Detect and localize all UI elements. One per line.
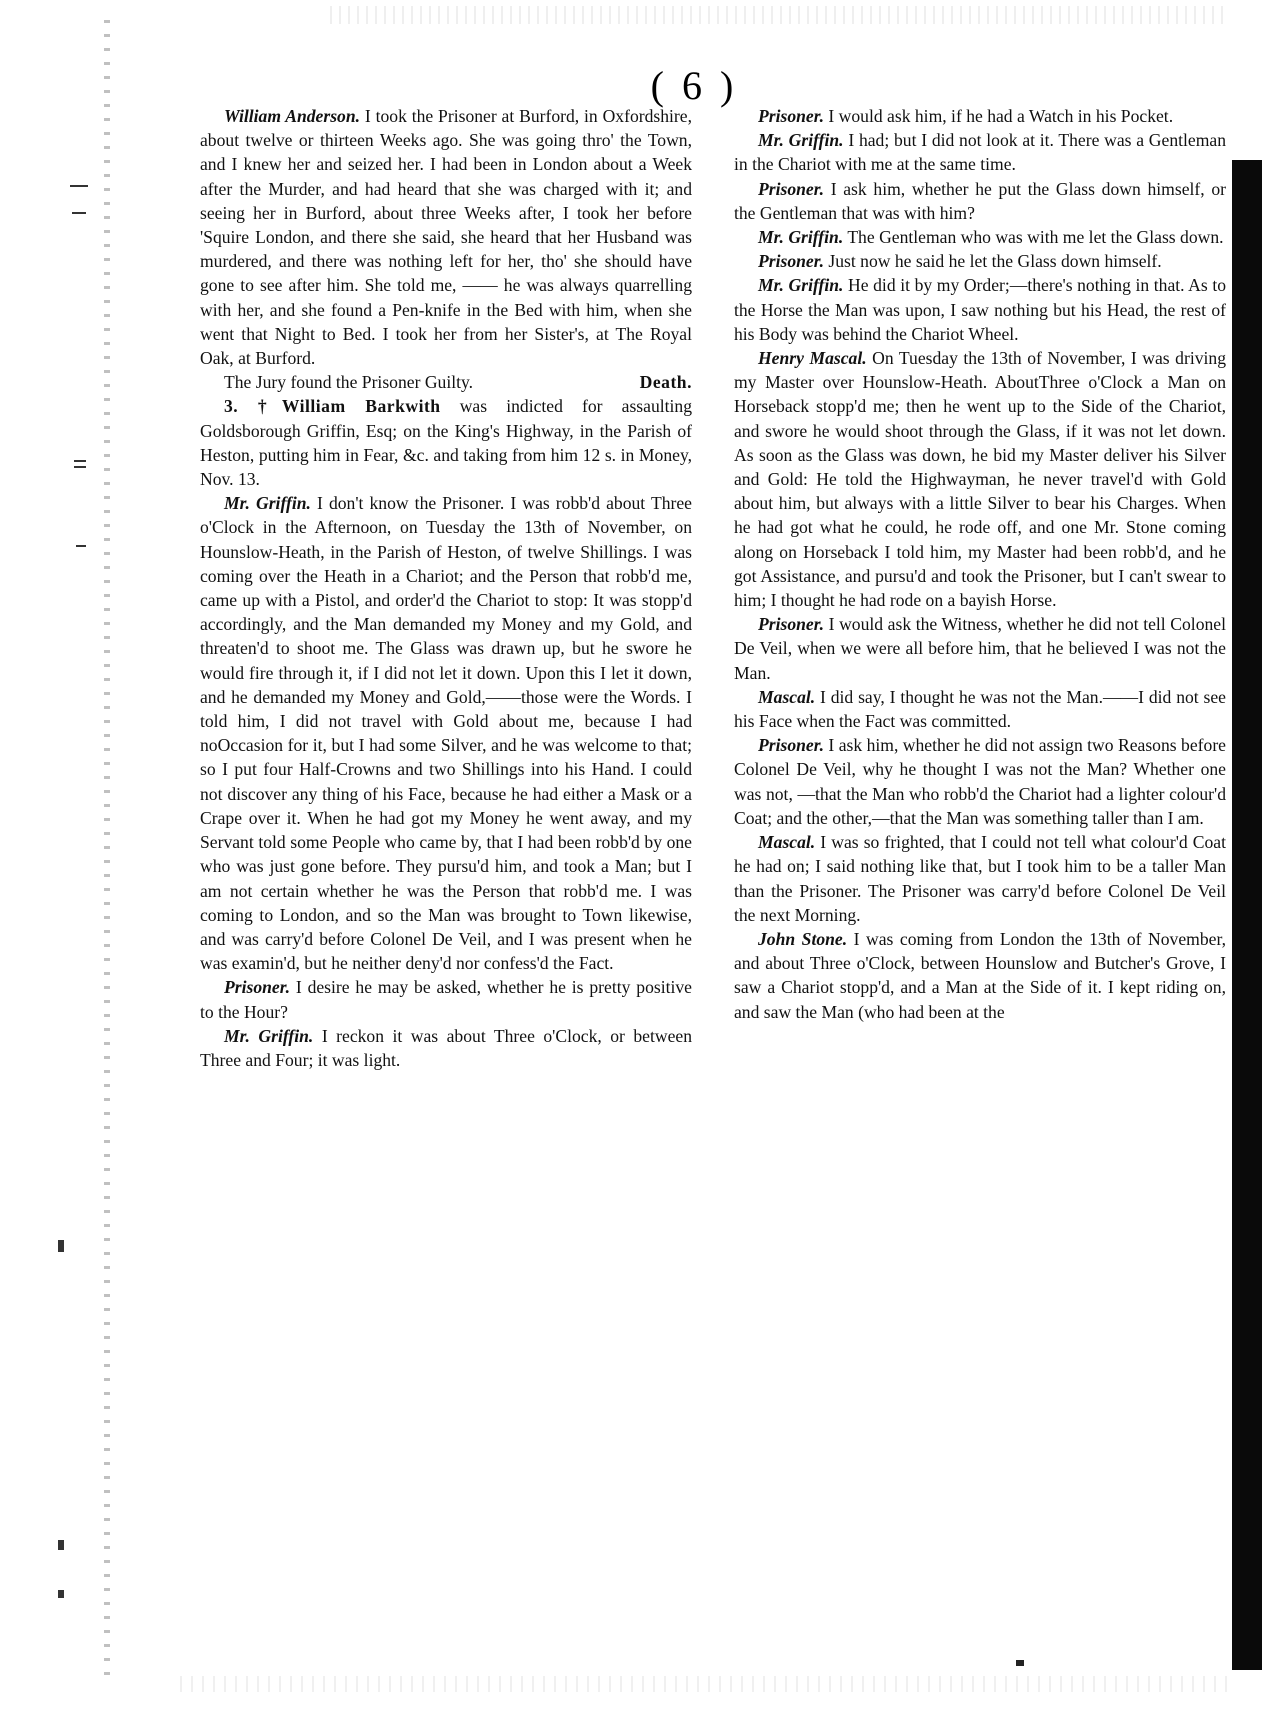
speaker-name: John Stone. bbox=[758, 928, 848, 949]
speaker-name: Prisoner. bbox=[758, 251, 824, 272]
paragraph bbox=[734, 225, 1226, 249]
paragraph-text: He did it by my Order;—there's nothing in that. As to the Horse the Man was upon, I saw nothing but his Head, the rest of his Body was behind the Chariot Wheel. bbox=[734, 275, 1226, 344]
paragraph bbox=[734, 927, 1226, 1024]
gutter-tick bbox=[72, 212, 86, 214]
paragraph-text: The Gentleman who was with me let the Glass down. bbox=[843, 227, 1224, 248]
gutter-strip bbox=[104, 20, 110, 1680]
scan-noise-top bbox=[330, 6, 1230, 24]
gutter-tick bbox=[74, 466, 86, 468]
paragraph bbox=[200, 394, 692, 491]
paragraph bbox=[734, 128, 1226, 176]
page-number: ( 6 ) bbox=[650, 63, 738, 108]
speaker-name: Prisoner. bbox=[758, 178, 824, 199]
paragraph-text: I don't know the Prisoner. I was robb'd about Three o'Clock in the Afternoon, on Tuesday the 13th of November, on Hounslow-Heath, in the Parish of Heston, of twelve Shillings. I was coming over the Heath in a Chariot; and the Person that robb'd me, came up with a Pistol, and order'd the Chariot to stop: It was stopp'd accordingly, and the Man demanded my Money and my Gold, and threaten'd to shoot me. The Glass was drawn up, but he swore he would fire through it, if I did not let it down. Upon this I let it down, and he demanded my Money and Gold,——those were the Words. I told him, I did not travel with Gold about me, because I had noOccasion for it, but I had some Silver, and he was welcome to that; so I put four Half-Crowns and two Shillings into his Hand. I could not discover any thing of his Face, because he had either a Mask or a Crape over it. When he had got my Money he went away, and my Servant told some People who came by, that I had been robb'd by one who was just gone before. They pursu'd him, and took a Man; but I am not certain whether he was the Person that robb'd me. I was coming to London, and so the Man was brought to Town likewise, and was carry'd before Colonel De Veil, and I was present when he was examin'd, but he neither deny'd nor confess'd the Fact. bbox=[200, 493, 692, 974]
paragraph bbox=[200, 975, 692, 1023]
verdict: Death. bbox=[639, 372, 692, 393]
paragraph bbox=[200, 104, 692, 370]
paragraph-text: I ask him, whether he put the Glass down himself, or the Gentleman that was with him? bbox=[734, 178, 1226, 223]
speaker-name: Mr. Griffin. bbox=[224, 493, 311, 514]
speaker-name: Mr. Griffin. bbox=[758, 227, 844, 248]
gutter-tick bbox=[58, 1590, 64, 1598]
paragraph bbox=[200, 491, 692, 975]
left-column bbox=[200, 104, 692, 1072]
paragraph-text: The Jury found the Prisoner Guilty. bbox=[224, 372, 474, 393]
paragraph bbox=[734, 177, 1226, 225]
paragraph bbox=[734, 685, 1226, 733]
gutter-tick bbox=[58, 1540, 64, 1550]
speaker-name: Mr. Griffin. bbox=[224, 1025, 314, 1046]
paragraph-text: I would ask him, if he had a Watch in his Pocket. bbox=[824, 106, 1174, 126]
verdict-paragraph bbox=[200, 370, 692, 394]
speaker-name: Mr. Griffin. bbox=[758, 275, 844, 296]
paragraph bbox=[734, 733, 1226, 830]
right-column bbox=[734, 104, 1226, 1024]
scan-edge-bar bbox=[1232, 160, 1262, 1670]
paragraph-text: I was so frighted, that I could not tell what colour'd Coat he had on; I said nothing like that, but I took him to be a taller Man than the Prisoner. The Prisoner was carry'd before Colonel De Veil the next Morning. bbox=[734, 832, 1226, 925]
paragraph bbox=[734, 346, 1226, 612]
speaker-name: Prisoner. bbox=[758, 735, 824, 756]
paragraph bbox=[734, 612, 1226, 685]
paragraph-text: On Tuesday the 13th of November, I was driving my Master over Hounslow-Heath. AboutThree o'Clock a Man on Horseback stopp'd me; then he went up to the Side of the Chariot, and swore he would shoot through the Glass, if it was not let down. As soon as the Glass was down, he bid my Master deliver his Silver and Gold: He told the Highwayman, he never travel'd with Gold about him, but always with a little Silver to bear his Charges. When he had got what he could, he rode off, and one Mr. Stone coming along on Horseback I told him, my Master had been robb'd, and he got Assistance, and pursu'd and took the Prisoner, but I can't swear to him; I thought he had rode on a bayish Horse. bbox=[734, 348, 1227, 611]
binding-gutter bbox=[28, 0, 118, 1724]
scan-noise-bottom bbox=[180, 1676, 1230, 1692]
paragraph-text: I took the Prisoner at Burford, in Oxfordshire, about twelve or thirteen Weeks ago. She was going thro' the Town, and I knew her and seized her. I had been in London about a Week after the Murder, and had heard that she was charged with it; and seeing her in Burford, about three Weeks after, I took her before 'Squire London, and there she said, she heard that her Husband was murdered, and there was nothing left for her, tho' she should have gone to see after him. She told me, —— he was always quarrelling with her, and she found a Pen-knife in the Bed with him, when she went that Night to Bed. I took her from her Sister's, at The Royal Oak, at Burford. bbox=[200, 106, 692, 369]
speaker-name: Prisoner. bbox=[758, 106, 824, 126]
paragraph-text: I would ask the Witness, whether he did not tell Colonel De Veil, when we were all before him, that he believed I was not the Man. bbox=[734, 614, 1226, 683]
gutter-tick bbox=[70, 185, 88, 187]
speaker-name: Mascal. bbox=[758, 832, 816, 853]
speaker-name: Henry Mascal. bbox=[758, 348, 867, 369]
paragraph-text: Just now he said he let the Glass down himself. bbox=[824, 251, 1162, 272]
gutter-tick bbox=[76, 545, 86, 547]
speaker-name: William Anderson. bbox=[224, 106, 361, 126]
indictment-number: 3. †William Barkwith bbox=[224, 396, 441, 417]
paragraph-text: I reckon it was about Three o'Clock, or between Three and Four; it was light. bbox=[200, 1025, 693, 1070]
speaker-name: Mr. Griffin. bbox=[758, 130, 844, 151]
paragraph bbox=[734, 830, 1226, 927]
paragraph-text: was indicted for assaulting Goldsborough Griffin, Esq; on the King's Highway, in the Parish of Heston, putting him in Fear, &c. and taking from him 12 s. in Money, Nov. 13. bbox=[200, 396, 693, 490]
paragraph bbox=[734, 273, 1226, 346]
paragraph-text: I ask him, whether he did not assign two Reasons before Colonel De Veil, why he thought I was not the Man? Whether one was not, —that the Man who robb'd the Chariot had a lighter colour'd Coat; and the other,—that the Man was something taller than I am. bbox=[734, 735, 1226, 828]
paragraph-text: I had; but I did not look at it. There was a Gentleman in the Chariot with me at the same time. bbox=[734, 130, 1226, 175]
gutter-tick bbox=[74, 460, 86, 462]
scan-dot bbox=[1016, 1660, 1024, 1666]
paragraph bbox=[734, 249, 1226, 273]
gutter-tick bbox=[58, 1240, 64, 1252]
speaker-name: Mascal. bbox=[758, 686, 816, 707]
paragraph-text: I was coming from London the 13th of November, and about Three o'Clock, between Hounslow and Butcher's Grove, I saw a Chariot stopp'd, and a Man at the Side of it. I kept riding on, and saw the Man (who had been at the bbox=[734, 928, 1227, 1022]
paragraph bbox=[734, 104, 1226, 128]
speaker-name: Prisoner. bbox=[758, 614, 824, 635]
speaker-name: Prisoner. bbox=[224, 977, 290, 998]
paragraph bbox=[200, 1024, 692, 1072]
paragraph-text: I did say, I thought he was not the Man.——I did not see his Face when the Fact was committed. bbox=[734, 686, 1226, 732]
paragraph-text: I desire he may be asked, whether he is pretty positive to the Hour? bbox=[200, 977, 692, 1022]
